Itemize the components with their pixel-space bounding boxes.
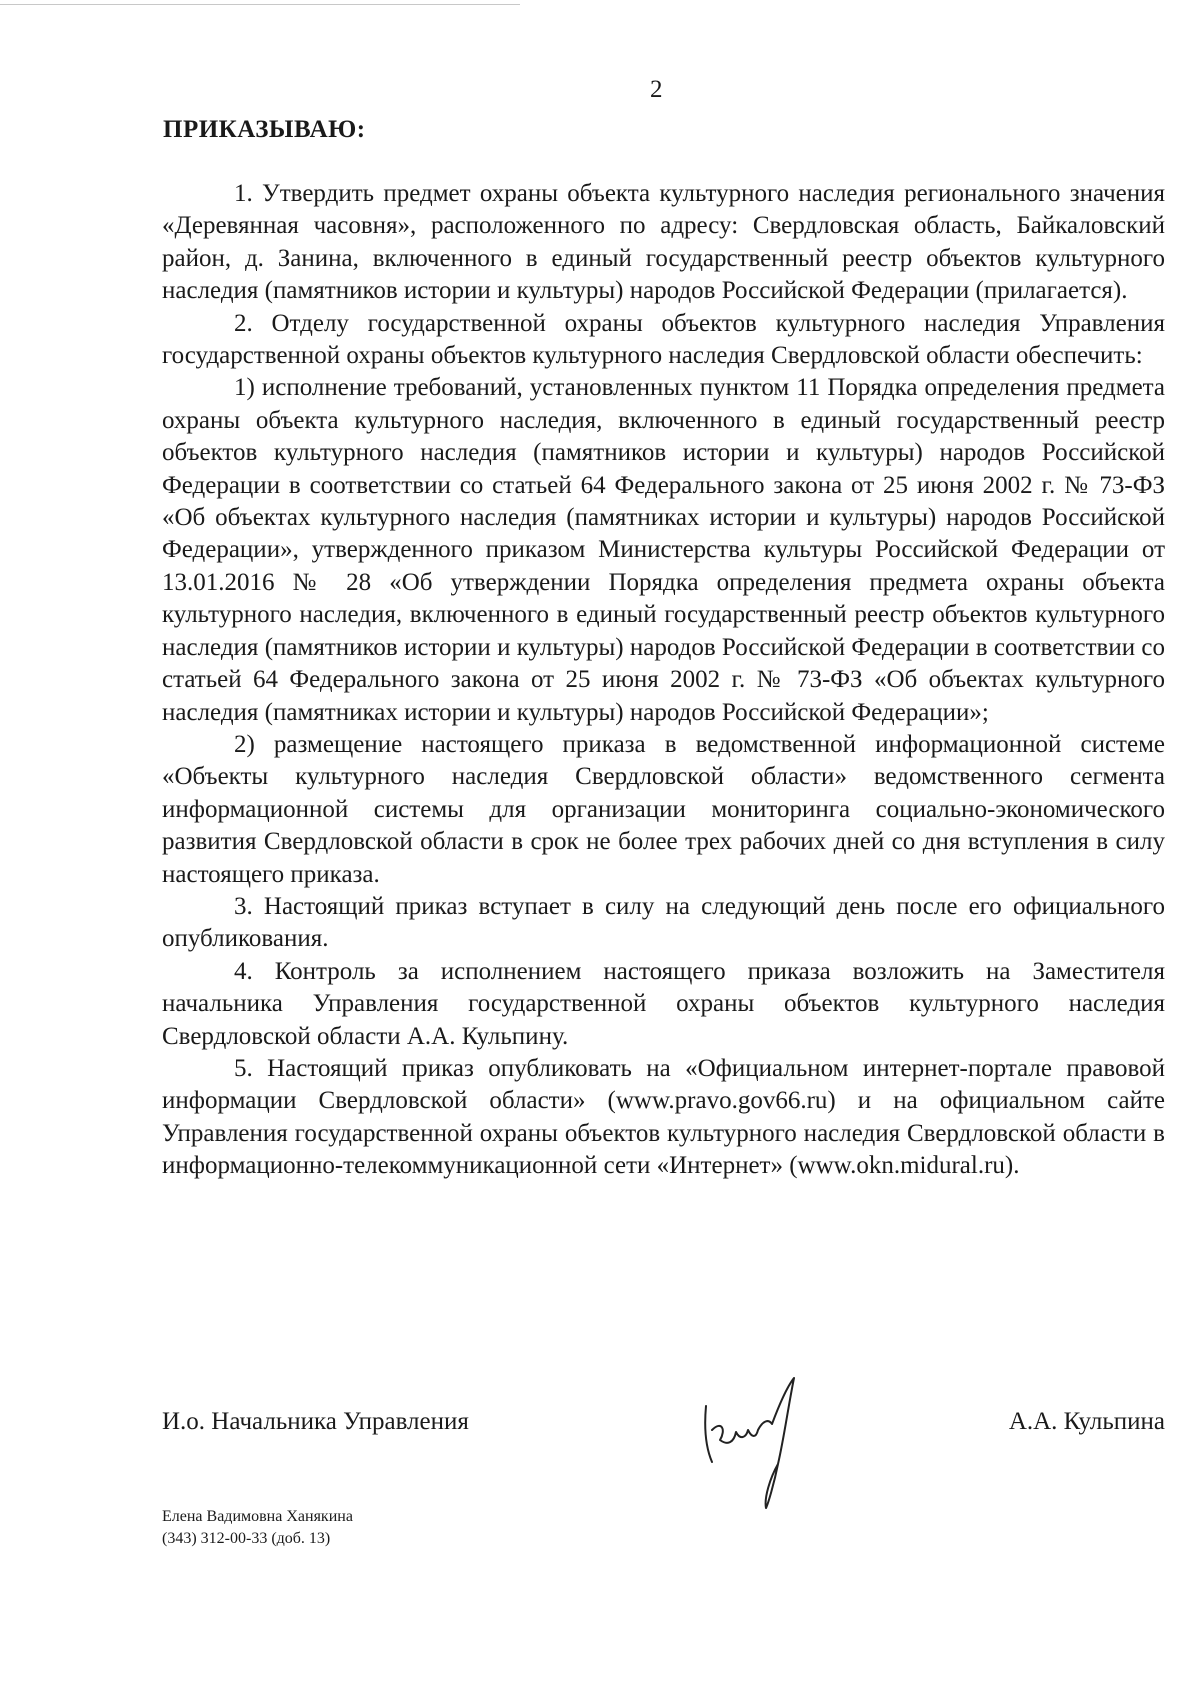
- signatory-name: А.А. Кульпина: [1008, 1408, 1165, 1435]
- scan-edge-line: [0, 4, 520, 5]
- order-body: [162, 178, 1165, 1183]
- order-item-2: 2. Отделу государственной охраны объектов культурного наследия Управления государственной охраны объектов культурного наследия Свердловской области обеспечить:: [162, 309, 1165, 370]
- order-subitem-2-1: 1) исполнение требований, установленных пунктом 11 Порядка определения предмета охраны объекта культурного наследия, включенного в единый государственный реестр объектов культурного наследия (памятников истории и культуры) народов Российской Федерации в соответствии со статьей 64 Федерального закона от 25 июня 2002 г. № 73-ФЗ «Об объектах культурного наследия (памятниках истории и культуры) народов Российской Федерации», утвержденного приказом Министерства культуры Российской Федерации от 13.01.2016 № 28 «Об утверждении Порядка определения предмета охраны объекта культурного наследия, включенного в единый государственный реестр объектов культурного наследия (памятников истории и культуры) народов Российской Федерации в соответствии со статьей 64 Федерального закона от 25 июня 2002 г. № 73-ФЗ «Об объектах культурного наследия (памятниках истории и культуры) народов Российской Федерации»;: [162, 374, 1165, 726]
- order-subitem-2-2: 2) размещение настоящего приказа в ведомственной информационной системе «Объекты культурного наследия Свердловской области» ведомственного сегмента информационной системы для организации мониторинга социально-экономического развития Свердловской области в срок не более трех рабочих дней со дня вступления в силу настоящего приказа.: [162, 730, 1165, 888]
- handwritten-signature: [692, 1368, 842, 1518]
- order-item-4: 4. Контроль за исполнением настоящего приказа возложить на Заместителя начальника Управления государственной охраны объектов культурного наследия Свердловской области А.А. Кульпину.: [162, 957, 1165, 1050]
- signatory-position: И.о. Начальника Управления: [162, 1408, 469, 1435]
- order-heading: ПРИКАЗЫВАЮ:: [163, 116, 366, 143]
- order-item-1: 1. Утвердить предмет охраны объекта культурного наследия регионального значения «Деревянная часовня», расположенного по адресу: Свердловская область, Байкаловский район, д. Занина, включенного в единый государственный реестр объектов культурного наследия (памятников истории и культуры) народов Российской Федерации (прилагается).: [162, 180, 1165, 305]
- page-number: 2: [650, 76, 663, 103]
- contact-info: [162, 1506, 353, 1550]
- order-item-5: 5. Настоящий приказ опубликовать на «Официальном интернет-портале правовой информации Свердловской области» (www.pravo.gov66.ru) и на официальном сайте Управления государственной охраны объектов культурного наследия Свердловской области в информационно-телекоммуникационной сети «Интернет» (www.okn.midural.ru).: [162, 1054, 1165, 1180]
- order-item-3: 3. Настоящий приказ вступает в силу на следующий день после его официального опубликования.: [162, 892, 1165, 953]
- contact-phone: (343) 312-00-33 (доб. 13): [162, 1530, 331, 1547]
- contact-person: Елена Вадимовна Ханякина: [162, 1508, 353, 1525]
